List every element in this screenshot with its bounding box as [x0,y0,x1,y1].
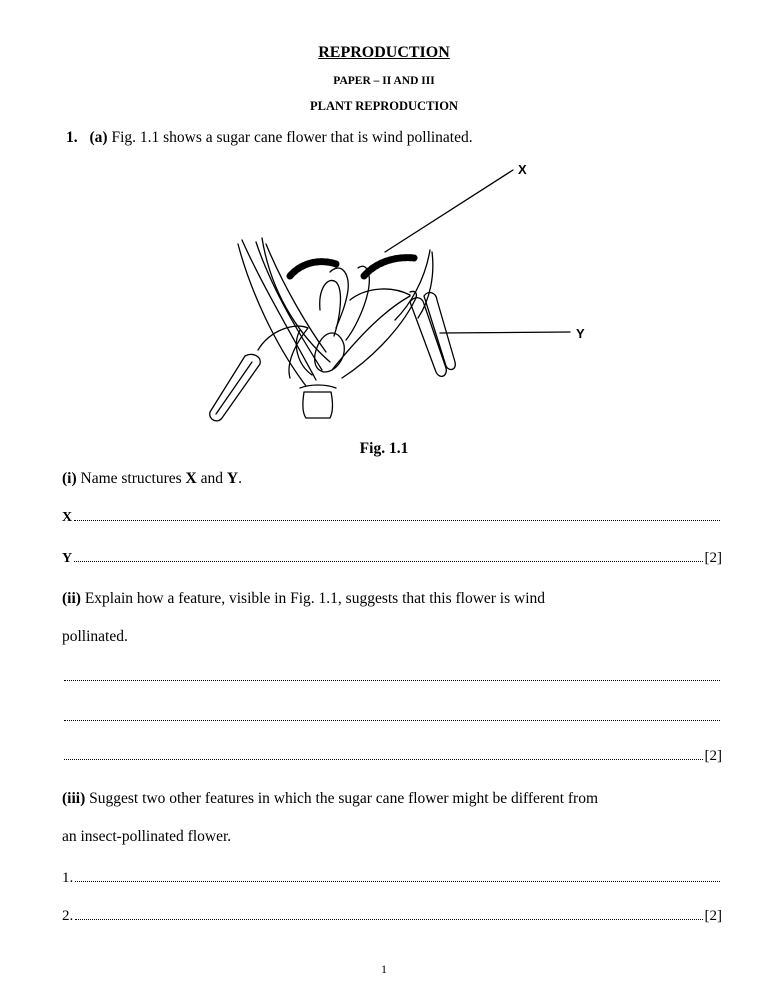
anther-y-2 [424,293,455,370]
question-iii-line2: an insect-pollinated flower. [62,828,232,845]
question-ii-line1 [62,590,545,608]
answer-line[interactable] [62,748,722,765]
bract-left-outer [238,244,306,386]
page-number: 1 [381,962,387,976]
sub-question-label: (i) [62,470,77,487]
item-number: 1. [62,870,74,886]
bract-right-outer [342,291,416,378]
dotted-line [64,710,720,721]
answer-line-x[interactable] [62,510,722,526]
anther-left-groove [216,362,252,414]
label-x: X [518,162,527,177]
page-title: REPRODUCTION [318,44,450,61]
marks: [2] [704,748,722,764]
text-period: . [238,470,242,487]
question-i [62,470,242,488]
inner-petal-left [320,280,341,336]
dotted-line [74,510,720,521]
marks: [2] [704,550,722,566]
figure-caption: Fig. 1.1 [359,440,409,457]
structure-y-ref: Y [226,470,239,487]
dotted-line [75,909,702,920]
label-y: Y [576,326,585,341]
answer-line-y[interactable] [62,550,722,567]
marks: [2] [704,908,722,924]
part-label: (a) [89,129,108,146]
sub-question-text: Suggest two other features in which the sugar cane flower might be different from [89,790,599,807]
bract-right-top [350,289,410,300]
sub-question-label: (ii) [62,590,81,607]
answer-line[interactable] [62,710,722,721]
text-and: and [196,470,227,487]
dotted-line [75,871,720,882]
answer-line[interactable] [62,670,722,681]
dotted-line [74,551,702,562]
answer-line-2[interactable] [62,908,722,925]
style-left [330,268,348,328]
flower-base [303,392,332,418]
sub-question-label: (iii) [62,790,86,807]
sub-question-text: Explain how a feature, visible in Fig. 1.1, suggests that this flower is wind [84,590,546,607]
bract-left-inner [242,240,316,380]
paper-label: PAPER – II AND III [333,75,435,87]
question-ii-line2: pollinated. [62,628,128,645]
feathery-stigmas [290,258,414,276]
dotted-line [64,749,703,760]
answer-line-1[interactable] [62,870,722,887]
sub-question-text: Name structures [80,470,186,487]
section-title: PLANT REPRODUCTION [309,99,459,113]
question-iii-line1 [62,790,598,808]
question-number: 1. [66,129,78,146]
structure-x-ref: X [185,470,197,487]
label-line-x [385,170,513,252]
dotted-line [64,670,720,681]
label-line-y [440,332,570,333]
question-text: Fig. 1.1 shows a sugar cane flower that is wind pollinated. [111,129,473,146]
item-number: 2. [62,908,74,924]
answer-x-label: X [62,510,73,525]
answer-y-label: Y [62,551,73,566]
